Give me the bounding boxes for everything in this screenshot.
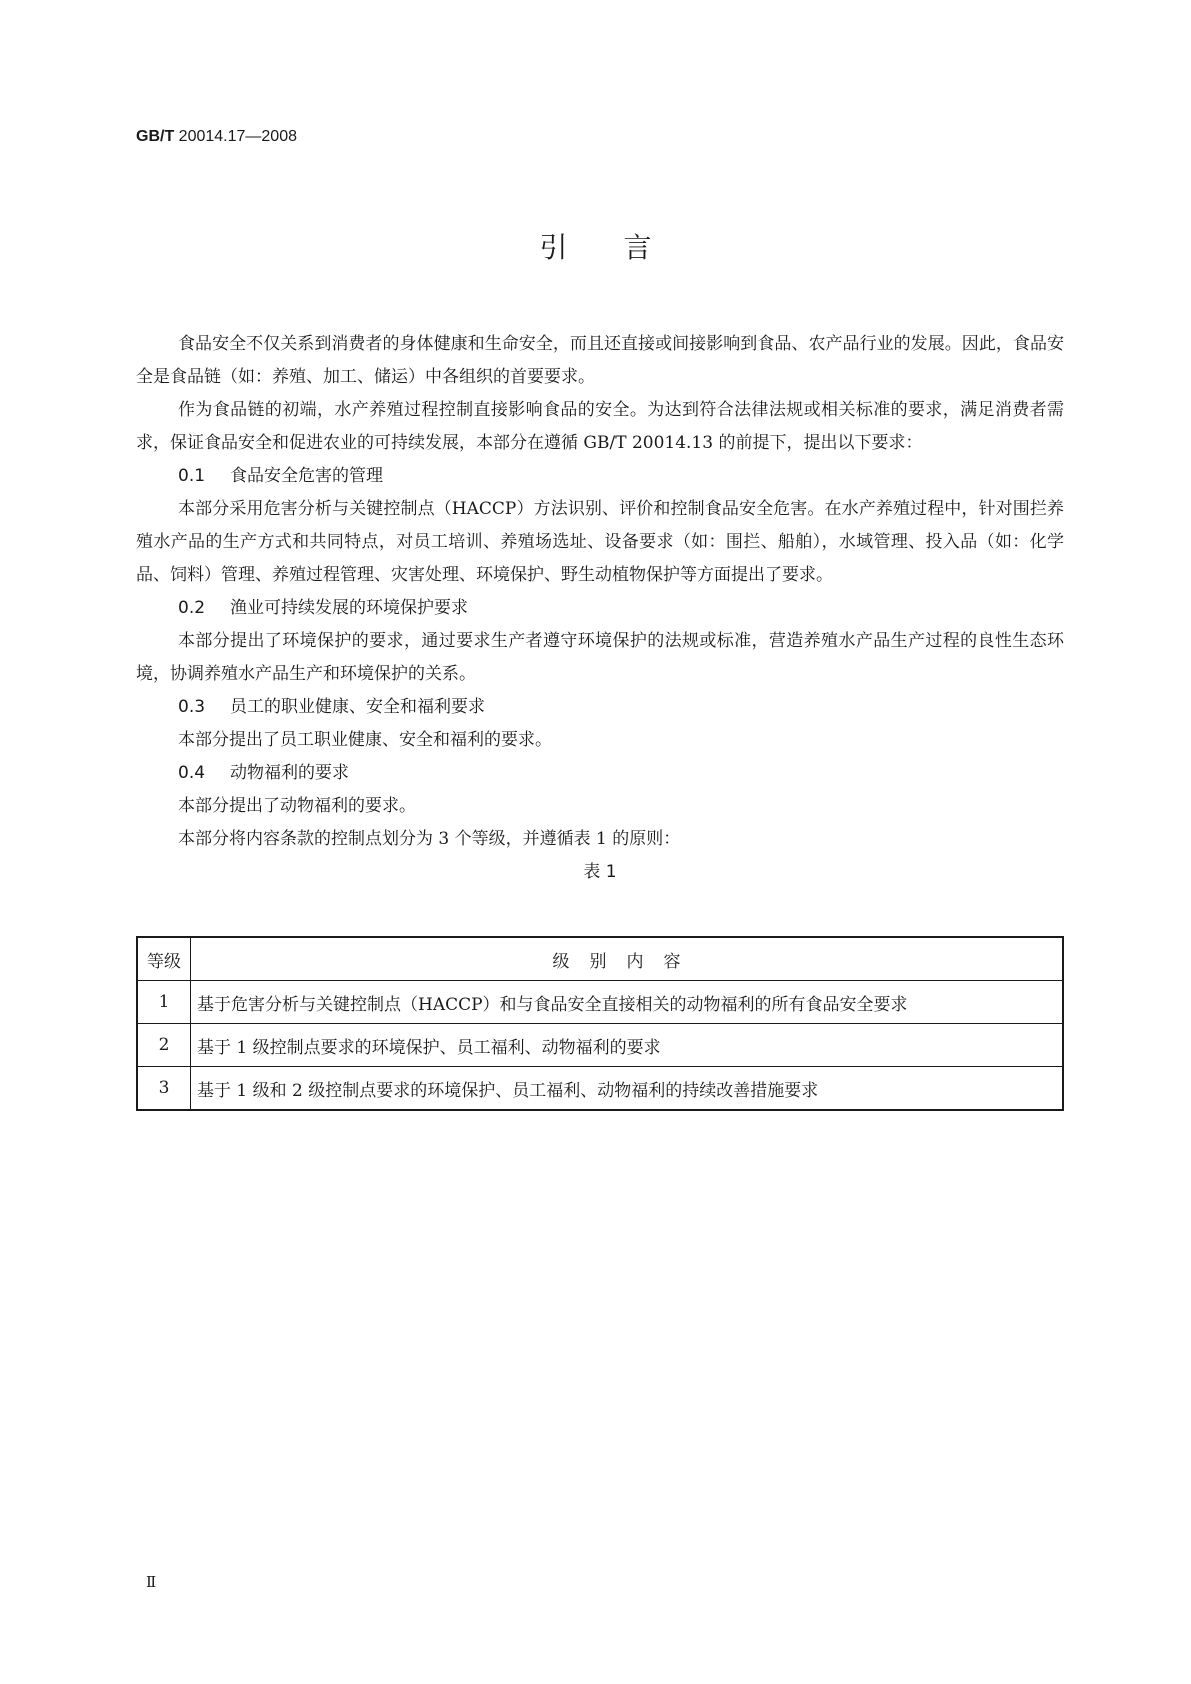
table-row <box>137 1067 1063 1111</box>
section-number: 0.4 <box>178 763 206 783</box>
level-column-header: 等级 <box>137 937 191 981</box>
level-cell: 2 <box>137 1024 191 1067</box>
introduction-body <box>136 328 1064 889</box>
section-title: 渔业可持续发展的环境保护要求 <box>230 598 468 618</box>
table-row <box>137 1024 1063 1067</box>
page-title: 引言 <box>539 231 708 264</box>
section-number: 0.1 <box>178 466 206 486</box>
content-cell: 基于 1 级和 2 级控制点要求的环境保护、员工福利、动物福利的持续改善措施要求 <box>191 1067 1064 1111</box>
standard-prefix: GB/T <box>136 128 175 145</box>
levels-table <box>136 936 1064 1111</box>
paragraph: 本部分将内容条款的控制点划分为 3 个等级，并遵循表 1 的原则： <box>178 829 681 849</box>
section-title: 动物福利的要求 <box>230 763 349 783</box>
table-row <box>137 981 1063 1024</box>
section-number: 0.3 <box>178 697 206 717</box>
paragraph: 本部分提出了员工职业健康、安全和福利的要求。 <box>178 730 552 750</box>
paragraph: 本部分采用危害分析与关键控制点（HACCP）方法识别、评价和控制食品安全危害。在水产养殖过程中，针对围拦养殖水产品的生产方式和共同特点，对员工培训、养殖场选址、设备要求（如：围拦、船舶），水域管理、投入品（如：化学品、饲料）管理、养殖过程管理、灾害处理、环境保护、野生动植物保护等方面提出了要求。 <box>136 499 1064 585</box>
level-cell: 3 <box>137 1067 191 1111</box>
content-column-header: 级别内容 <box>191 937 1064 981</box>
paragraph: 本部分提出了动物福利的要求。 <box>178 796 416 816</box>
page-number: Ⅱ <box>146 1573 157 1591</box>
section-number: 0.2 <box>178 598 206 618</box>
document-code <box>136 128 297 146</box>
section-title: 员工的职业健康、安全和福利要求 <box>230 697 485 717</box>
level-cell: 1 <box>137 981 191 1024</box>
paragraph: 作为食品链的初端，水产养殖过程控制直接影响食品的安全。为达到符合法律法规或相关标准的要求，满足消费者需求，保证食品安全和促进农业的可持续发展，本部分在遵循 GB/T 20014.13 的前提下，提出以下要求： <box>136 400 1064 453</box>
section-title: 食品安全危害的管理 <box>230 466 383 486</box>
paragraph: 食品安全不仅关系到消费者的身体健康和生命安全，而且还直接或间接影响到食品、农产品行业的发展。因此，食品安全是食品链（如：养殖、加工、储运）中各组织的首要要求。 <box>136 334 1064 387</box>
paragraph: 本部分提出了环境保护的要求，通过要求生产者遵守环境保护的法规或标准，营造养殖水产品生产过程的良性生态环境，协调养殖水产品生产和环境保护的关系。 <box>136 631 1064 684</box>
content-cell: 基于 1 级控制点要求的环境保护、员工福利、动物福利的要求 <box>191 1024 1064 1067</box>
section-heading <box>136 691 1064 724</box>
table-header-row <box>137 937 1063 981</box>
content-cell: 基于危害分析与关键控制点（HACCP）和与食品安全直接相关的动物福利的所有食品安全要求 <box>191 981 1064 1024</box>
section-heading <box>136 757 1064 790</box>
section-heading <box>136 460 1064 493</box>
standard-number: 20014.17—2008 <box>178 128 297 145</box>
section-heading <box>136 592 1064 625</box>
table-caption: 表 1 <box>583 862 617 882</box>
